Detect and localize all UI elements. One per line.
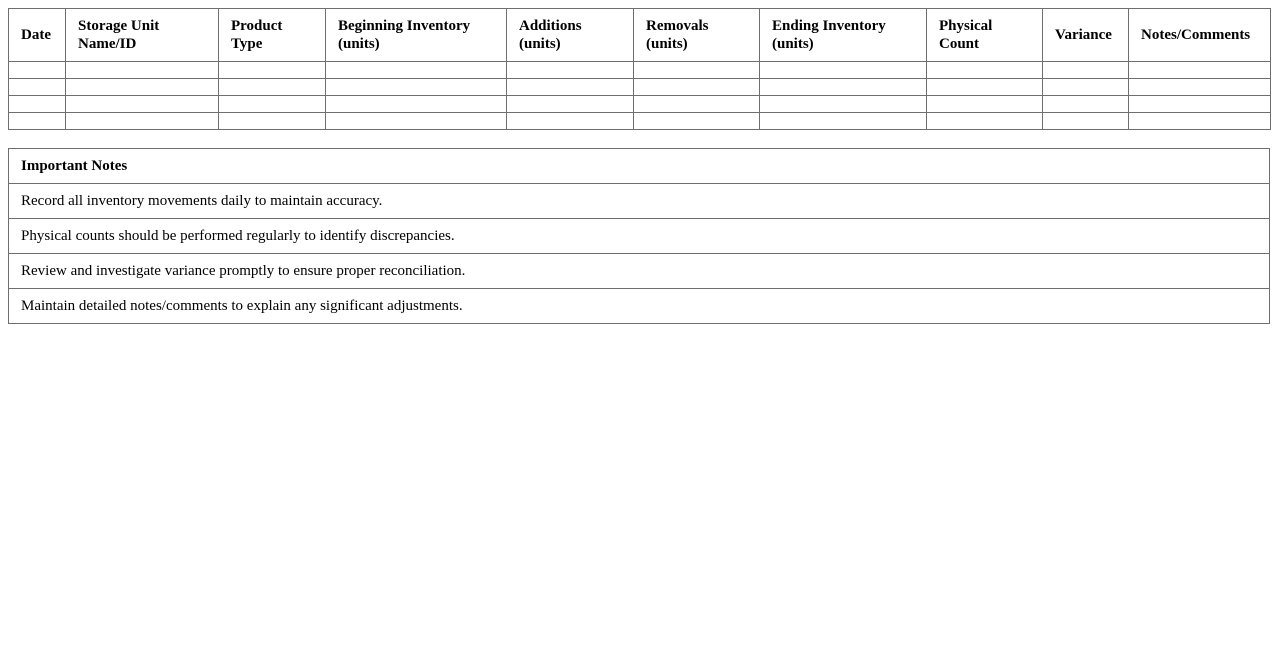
table-cell[interactable] — [760, 79, 927, 96]
note-item: Record all inventory movements daily to maintain accuracy. — [9, 184, 1270, 219]
note-row — [9, 289, 1270, 324]
table-cell[interactable] — [66, 113, 219, 130]
column-header-physical-count: Physical Count — [927, 9, 1043, 62]
table-cell[interactable] — [9, 79, 66, 96]
note-item: Review and investigate variance promptly to ensure proper reconciliation. — [9, 254, 1270, 289]
table-row — [9, 96, 1271, 113]
notes-heading: Important Notes — [9, 149, 1270, 184]
column-header-ending-inventory: Ending Inventory (units) — [760, 9, 927, 62]
table-cell[interactable] — [9, 62, 66, 79]
column-header-storage-unit: Storage Unit Name/ID — [66, 9, 219, 62]
table-cell[interactable] — [1129, 113, 1271, 130]
table-cell[interactable] — [326, 96, 507, 113]
table-cell[interactable] — [507, 79, 634, 96]
table-cell[interactable] — [219, 62, 326, 79]
table-cell[interactable] — [9, 113, 66, 130]
table-row — [9, 79, 1271, 96]
table-cell[interactable] — [1043, 96, 1129, 113]
table-cell[interactable] — [1043, 113, 1129, 130]
column-header-notes-comments: Notes/Comments — [1129, 9, 1271, 62]
table-cell[interactable] — [634, 62, 760, 79]
table-cell[interactable] — [507, 62, 634, 79]
column-header-additions: Additions (units) — [507, 9, 634, 62]
table-cell[interactable] — [1043, 62, 1129, 79]
column-header-date: Date — [9, 9, 66, 62]
table-cell[interactable] — [1043, 79, 1129, 96]
table-cell[interactable] — [927, 79, 1043, 96]
table-cell[interactable] — [219, 79, 326, 96]
important-notes-table — [8, 148, 1270, 324]
table-cell[interactable] — [1129, 96, 1271, 113]
table-cell[interactable] — [66, 96, 219, 113]
table-cell[interactable] — [326, 113, 507, 130]
table-cell[interactable] — [927, 62, 1043, 79]
note-row — [9, 254, 1270, 289]
note-row — [9, 184, 1270, 219]
table-cell[interactable] — [927, 96, 1043, 113]
note-item: Maintain detailed notes/comments to explain any significant adjustments. — [9, 289, 1270, 324]
table-cell[interactable] — [760, 113, 927, 130]
table-header-row — [9, 9, 1271, 62]
table-cell[interactable] — [1129, 79, 1271, 96]
column-header-variance: Variance — [1043, 9, 1129, 62]
table-cell[interactable] — [326, 62, 507, 79]
table-cell[interactable] — [326, 79, 507, 96]
table-cell[interactable] — [760, 62, 927, 79]
table-cell[interactable] — [927, 113, 1043, 130]
inventory-table — [8, 8, 1271, 130]
table-row — [9, 62, 1271, 79]
table-cell[interactable] — [507, 113, 634, 130]
table-cell[interactable] — [634, 113, 760, 130]
table-row — [9, 113, 1271, 130]
table-cell[interactable] — [9, 96, 66, 113]
table-cell[interactable] — [507, 96, 634, 113]
table-cell[interactable] — [219, 113, 326, 130]
table-cell[interactable] — [66, 79, 219, 96]
table-cell[interactable] — [760, 96, 927, 113]
note-row — [9, 219, 1270, 254]
notes-heading-row — [9, 149, 1270, 184]
table-cell[interactable] — [1129, 62, 1271, 79]
column-header-product-type: Product Type — [219, 9, 326, 62]
table-cell[interactable] — [634, 96, 760, 113]
column-header-removals: Removals (units) — [634, 9, 760, 62]
note-item: Physical counts should be performed regularly to identify discrepancies. — [9, 219, 1270, 254]
table-cell[interactable] — [219, 96, 326, 113]
table-cell[interactable] — [66, 62, 219, 79]
table-cell[interactable] — [634, 79, 760, 96]
column-header-beginning-inventory: Beginning Inventory (units) — [326, 9, 507, 62]
